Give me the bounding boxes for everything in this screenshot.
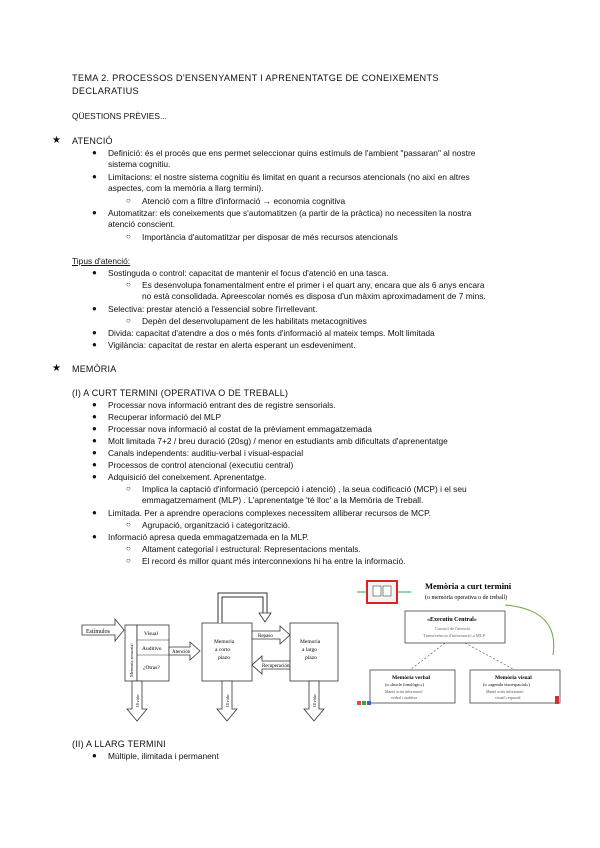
label-repaso: Repaso bbox=[258, 634, 273, 639]
curt-item-4: Molt limitada 7+2 / breu duració (20sg) / menor en estudiants amb dificultats d'aprenentatge bbox=[108, 436, 448, 446]
wm-visual-note-1: Manté actiu informació bbox=[486, 689, 524, 694]
atencio-limitacions-2: aspectes, com la memòria a llarg termini). bbox=[108, 183, 264, 193]
memory-model-diagram bbox=[80, 585, 340, 725]
circle-bullet-icon: ○ bbox=[126, 196, 131, 205]
tipus-vigilancia: Vigilància: capacitat de restar en alerta esperant un esdeveniment. bbox=[108, 340, 356, 350]
bullet-icon: ● bbox=[92, 460, 97, 469]
wm-exec: «Executiu Central» bbox=[427, 617, 477, 623]
curt-item-3: Processar nova informació al costat de la prèviament emmagatzemada bbox=[108, 424, 372, 434]
circle-bullet-icon: ○ bbox=[126, 484, 131, 493]
bullet-icon: ● bbox=[92, 532, 97, 541]
label-olvido-3: Olvido bbox=[312, 694, 317, 707]
circle-bullet-icon: ○ bbox=[126, 232, 131, 241]
bullet-icon: ● bbox=[92, 424, 97, 433]
curt-item-5: Canals independents: auditiu-verbal i visual-espacial bbox=[108, 448, 304, 458]
curt-item-2: Recuperar informació del MLP bbox=[108, 412, 222, 422]
star-bullet-icon: ★ bbox=[52, 135, 61, 146]
heading-tipus-atencio: Tipus d'atenció: bbox=[72, 256, 131, 266]
bullet-icon: ● bbox=[92, 751, 97, 760]
wm-exec-sub-2: Transferència d'informació a MLP bbox=[423, 633, 486, 638]
wm-visual-note-2: visual i espacial bbox=[495, 695, 521, 700]
decoration-icon bbox=[357, 701, 361, 705]
document-title: TEMA 2. PROCESSOS D'ENSENYAMENT I APRENENTATGE DE CONEIXEMENTS DECLARATIUS bbox=[72, 73, 439, 96]
wm-subtitle: (o memòria operativa o de treball) bbox=[425, 595, 508, 601]
tipus-divida: Divida: capacitat d'atendre a dos o més fonts d'informació al mateix temps. Molt limitada bbox=[108, 328, 435, 338]
bullet-icon: ● bbox=[92, 412, 97, 421]
adquisicio-sub-2: emmagatzemament (MLP) . L'aprenentatge 'té lloc' a la Memòria de Treball. bbox=[142, 495, 424, 505]
section-questions: QÜESTIONS PRÈVIES... bbox=[72, 111, 167, 121]
bullet-icon: ● bbox=[92, 448, 97, 457]
bullet-icon: ● bbox=[92, 340, 97, 349]
label-estimulos: Estímulos bbox=[86, 629, 111, 635]
label-otras: ¿Otras? bbox=[143, 665, 160, 671]
bullet-icon: ● bbox=[92, 508, 97, 517]
circle-bullet-icon: ○ bbox=[126, 556, 131, 565]
curt-limitada-sub: Agrupació, organització i categorització. bbox=[142, 520, 291, 530]
label-auditivo: Auditivo bbox=[142, 646, 162, 652]
bullet-icon: ● bbox=[92, 472, 97, 481]
star-bullet-icon: ★ bbox=[52, 363, 61, 374]
label-mlp-1: Memoria bbox=[300, 639, 321, 645]
working-memory-diagram bbox=[355, 575, 580, 710]
curt-informacio: Informació apresa queda emmagatzemada en la MLP. bbox=[108, 532, 309, 542]
atencio-definicio-2: sistema cognitiu. bbox=[108, 159, 171, 169]
label-mcp-1: Memoria bbox=[214, 639, 235, 645]
wm-icon-box bbox=[367, 581, 397, 603]
atencio-definicio-1: Definició: és el procés que ens permet seleccionar quins estímuls de l'ambient "passaran" al nostre bbox=[108, 148, 476, 158]
llarg-item: Múltiple, ilimitada i permanent bbox=[108, 751, 219, 761]
curt-item-7: Adquisició del coneixement. Aprenentatge. bbox=[108, 472, 267, 482]
heading-atencio: ATENCIÓ bbox=[72, 136, 113, 146]
tipus-sostinguda-sub-2: no està consolidada. Apreescolar només es disposa d'un màxim aproximadament de 7 mins. bbox=[142, 291, 486, 301]
label-mcp-3: plazo bbox=[218, 655, 230, 661]
label-mcp-2: a corto bbox=[215, 647, 231, 653]
bullet-icon: ● bbox=[92, 436, 97, 445]
label-olvido-2: Olvido bbox=[225, 694, 230, 707]
wm-verbal-note-2: verbal i auditiva bbox=[391, 695, 417, 700]
bullet-icon: ● bbox=[92, 208, 97, 217]
bullet-icon: ● bbox=[92, 148, 97, 157]
curt-informacio-sub-2: El record és millor quant més interconnexions hi ha entre la informació. bbox=[142, 556, 406, 566]
circle-bullet-icon: ○ bbox=[126, 316, 131, 325]
atencio-automatitzar-sub: Importància d'automatitzar per disposar de més recursos atencionals bbox=[142, 232, 398, 242]
label-olvido-1: Olvido bbox=[135, 694, 140, 707]
bullet-icon: ● bbox=[92, 304, 97, 313]
heading-memoria: MEMÒRIA bbox=[72, 364, 117, 374]
adquisicio-sub-1: Implica la captació d'informació (percepció i atenció) , la seua codificació (MCP) i el seu bbox=[142, 484, 467, 494]
label-visual: Visual bbox=[144, 631, 159, 637]
label-mlp-3: plazo bbox=[305, 655, 317, 661]
curt-limitada: Limitada. Per a aprendre operacions complexes necessitem alliberar recursos de MCP. bbox=[108, 508, 431, 518]
wm-verbal: Memòria verbal bbox=[392, 675, 431, 681]
label-sensorial: Memoria sensorial bbox=[129, 643, 134, 677]
label-recuperacion: Recuperación bbox=[262, 664, 290, 669]
atencio-automatitzar-1: Automatitzar: els coneixements que s'automatitzen (a partir de la pràctica) no necessiten la nostra bbox=[108, 208, 472, 218]
atencio-limitacions-1: Limitacions: el nostre sistema cognitiu és limitat en quant a recursos atencionals (no així en altres bbox=[108, 172, 470, 182]
circle-bullet-icon: ○ bbox=[126, 544, 131, 553]
tipus-selectiva: Selectiva: prestar atenció a l'essencial sobre l'irrellevant. bbox=[108, 304, 318, 314]
curt-item-1: Processar nova informació entrant des de registre sensorials. bbox=[108, 400, 336, 410]
arrow-loop bbox=[220, 595, 265, 623]
label-atencion: Atención bbox=[172, 650, 191, 655]
wm-visual-sub: (o «agenda visoespacial») bbox=[483, 682, 530, 687]
curt-informacio-sub-1: Altament categorial i estructural: Representacions mentals. bbox=[142, 544, 361, 554]
bullet-icon: ● bbox=[92, 268, 97, 277]
wm-verbal-sub: (o «bucle fonològic») bbox=[385, 682, 424, 687]
heading-llarg-termini: (II) A LLARG TERMINI bbox=[72, 739, 166, 749]
bullet-icon: ● bbox=[92, 172, 97, 181]
wm-exec-sub-1: Control de l'atenció bbox=[435, 626, 471, 631]
label-mlp-2: a largo bbox=[302, 647, 318, 653]
atencio-limitacions-sub: Atenció com a filtre d'informació → economia cognitiva bbox=[142, 196, 346, 206]
tipus-sostinguda: Sostinguda o control: capacitat de mantenir el focus d'atenció en una tasca. bbox=[108, 268, 389, 278]
atencio-automatitzar-2: atenció conscient. bbox=[108, 219, 176, 229]
heading-curt-termini: (I) A CURT TERMINI (OPERATIVA O DE TREBALL) bbox=[72, 388, 289, 398]
tipus-sostinguda-sub-1: Es desenvolupa fonamentalment entre el primer i el quart any, encara que als 6 anys encara bbox=[142, 280, 485, 290]
bullet-icon: ● bbox=[92, 400, 97, 409]
tipus-selectiva-sub: Depèn del desenvolupament de les habilitats metacognitives bbox=[142, 316, 367, 326]
circle-bullet-icon: ○ bbox=[126, 520, 131, 529]
wm-visual: Memòria visual bbox=[495, 675, 532, 681]
curt-item-6: Processos de control atencional (executiu central) bbox=[108, 460, 294, 470]
circle-bullet-icon: ○ bbox=[126, 280, 131, 289]
wm-title: Memòria a curt termini bbox=[425, 581, 512, 591]
wm-verbal-note-1: Manté actiu informació bbox=[385, 689, 423, 694]
bullet-icon: ● bbox=[92, 328, 97, 337]
